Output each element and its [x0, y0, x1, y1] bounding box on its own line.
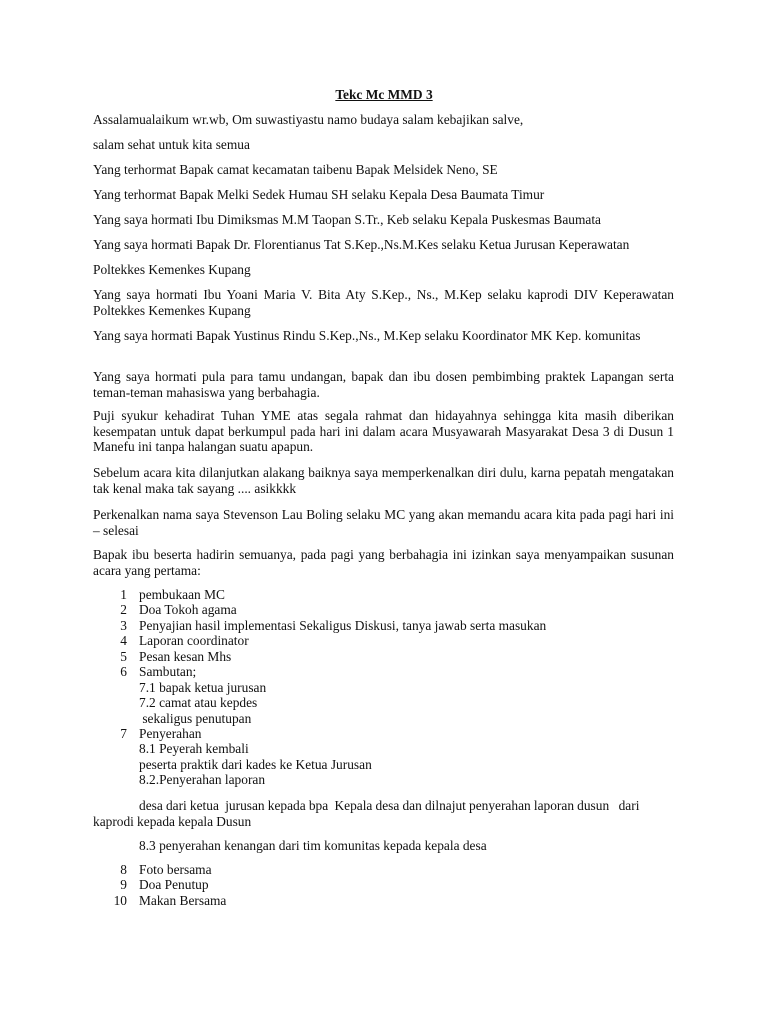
- agenda-item: [93, 587, 674, 603]
- agenda-item: [93, 633, 674, 649]
- sambutan-sub-item: sekaligus penutupan: [139, 711, 252, 726]
- document-title: Tekc Mc MMD 3: [335, 87, 433, 102]
- agenda-number: 10: [113, 893, 127, 908]
- agenda-item: [93, 862, 674, 878]
- agenda-number: 3: [120, 618, 127, 633]
- agenda-number: 1: [120, 587, 127, 602]
- agenda-number: 2: [120, 602, 127, 617]
- agenda-item: [93, 726, 674, 742]
- agenda-item: [93, 664, 674, 680]
- agenda-text: Doa Tokoh agama: [139, 602, 237, 617]
- paragraph-ketua-jurusan: Yang saya hormati Bapak Dr. Florentianus Tat S.Kep.,Ns.M.Kes selaku Ketua Jurusan Keperawatan: [93, 237, 630, 252]
- agenda-text: Penyerahan: [139, 726, 202, 741]
- agenda-number: 5: [120, 649, 127, 664]
- agenda-text: Foto bersama: [139, 862, 212, 877]
- sambutan-sub-item: 7.1 bapak ketua jurusan: [139, 680, 267, 695]
- paragraph-greeting: Assalamualaikum wr.wb, Om suwastiyastu namo budaya salam kebajikan salve,: [93, 112, 524, 127]
- agenda-text: Laporan coordinator: [139, 633, 249, 648]
- agenda-number: 6: [120, 664, 127, 679]
- agenda-item: [93, 649, 674, 665]
- paragraph-kaprodi: Yang saya hormati Ibu Yoani Maria V. Bita Aty S.Kep., Ns., M.Kep selaku kaprodi DIV Keperawatan Poltekkes Kemenkes Kupang: [93, 287, 674, 318]
- agenda-text: Doa Penutup: [139, 877, 209, 892]
- agenda-number: 9: [120, 877, 127, 892]
- agenda-number: 7: [120, 726, 127, 741]
- agenda-item: [93, 602, 674, 618]
- penyerahan-sub-item: peserta praktik dari kades ke Ketua Jurusan: [139, 757, 372, 772]
- agenda-text: Penyajian hasil implementasi Sekaligus Diskusi, tanya jawab serta masukan: [139, 618, 547, 633]
- penyerahan-sub-item: 8.2.Penyerahan laporan: [139, 772, 266, 787]
- paragraph-puji-syukur: Puji syukur kehadirat Tuhan YME atas segala rahmat dan hidayahnya sehingga kita masih diberikan kesempatan untuk dapat berkumpul pada hari ini dalam acara Musyawarah Masyarakat Desa 3 di Dusun 1 Manefu ini tanpa halangan suatu apapun.: [93, 408, 674, 454]
- agenda-text: pembukaan MC: [139, 587, 225, 602]
- paragraph-perkenalan-mc: Perkenalkan nama saya Stevenson Lau Boling selaku MC yang akan memandu acara kita pada pagi hari ini – selesai: [93, 507, 674, 538]
- penyerahan-sub-item: 8.1 Peyerah kembali: [139, 741, 249, 756]
- paragraph-puskesmas: Yang saya hormati Ibu Dimiksmas M.M Taopan S.Tr., Keb selaku Kepala Puskesmas Baumata: [93, 212, 601, 227]
- agenda-text: Makan Bersama: [139, 893, 227, 908]
- agenda-text: Pesan kesan Mhs: [139, 649, 232, 664]
- agenda-number: 4: [120, 633, 127, 648]
- agenda-text: Sambutan;: [139, 664, 197, 679]
- agenda-item: [93, 618, 674, 634]
- paragraph-kepala-desa: Yang terhormat Bapak Melki Sedek Humau SH selaku Kepala Desa Baumata Timur: [93, 187, 545, 202]
- paragraph-koordinator: Yang saya hormati Bapak Yustinus Rindu S.Kep.,Ns., M.Kep selaku Koordinator MK Kep. komunitas: [93, 328, 641, 343]
- paragraph-salam: salam sehat untuk kita semua: [93, 137, 250, 152]
- paragraph-poltekkes: Poltekkes Kemenkes Kupang: [93, 262, 251, 277]
- agenda-number: 8: [120, 862, 127, 877]
- penyerahan-note: desa dari ketua jurusan kepada bpa Kepala desa dan dilnajut penyerahan laporan dusun dari kaprodi kepada kepala Dusun: [93, 798, 643, 829]
- paragraph-susunan-acara: Bapak ibu beserta hadirin semuanya, pada pagi yang berbahagia ini izinkan saya menyampaikan susunan acara yang pertama:: [93, 547, 674, 578]
- agenda-item: [93, 877, 674, 893]
- sambutan-sub-item: 7.2 camat atau kepdes: [139, 695, 258, 710]
- paragraph-perkenalan-diri: Sebelum acara kita dilanjutkan alakang baiknya saya memperkenalkan diri dulu, karna pepatah mengatakan tak kenal maka tak sayang .... asikkkk: [93, 465, 674, 496]
- penyerahan-sub-item: 8.3 penyerahan kenangan dari tim komunitas kepada kepala desa: [139, 838, 487, 853]
- paragraph-tamu-undangan: Yang saya hormati pula para tamu undangan, bapak dan ibu dosen pembimbing praktek Lapangan serta teman-teman mahasiswa yang berbahagia.: [93, 369, 674, 400]
- agenda-item: [93, 893, 674, 909]
- paragraph-camat: Yang terhormat Bapak camat kecamatan taibenu Bapak Melsidek Neno, SE: [93, 162, 498, 177]
